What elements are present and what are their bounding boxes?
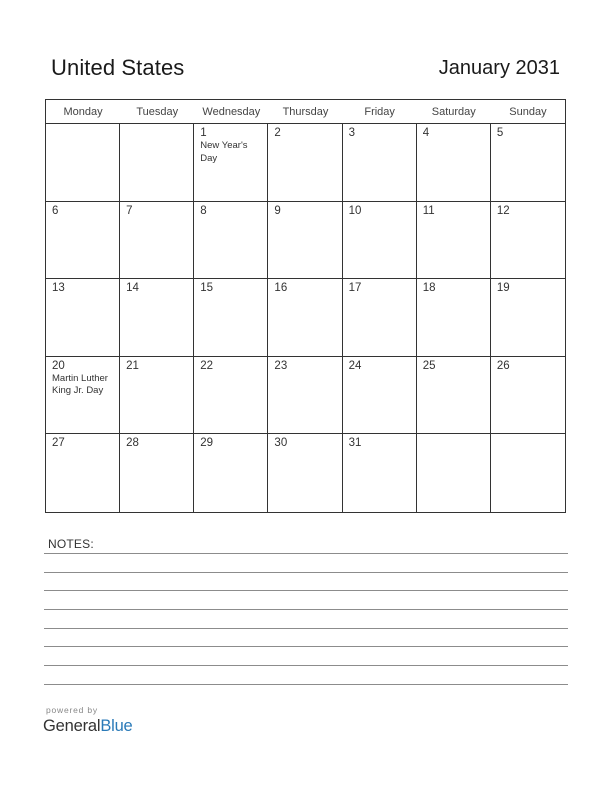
calendar-day-cell[interactable] <box>268 434 342 512</box>
calendar-day-cell[interactable] <box>491 202 565 279</box>
day-number: 24 <box>348 359 362 372</box>
calendar-day-cell[interactable] <box>120 357 194 434</box>
calendar-empty-cell[interactable] <box>491 434 565 512</box>
calendar-day-cell[interactable] <box>120 434 194 512</box>
calendar-day-cell[interactable] <box>491 357 565 434</box>
calendar-month-year: January 2031 <box>438 57 560 79</box>
calendar-day-cell[interactable] <box>417 124 491 201</box>
day-number: 4 <box>422 127 430 139</box>
calendar-week-row <box>46 202 565 280</box>
day-number: 14 <box>126 282 139 295</box>
calendar-day-cell[interactable] <box>417 279 491 356</box>
day-number: 13 <box>52 282 65 295</box>
calendar-day-cell[interactable] <box>343 202 417 279</box>
weekday-label: Tuesday <box>136 106 179 118</box>
note-line <box>44 572 568 573</box>
calendar-week-row <box>46 357 565 435</box>
calendar-day-cell[interactable] <box>491 124 565 201</box>
calendar-country-title: United States <box>51 55 185 80</box>
day-number: 10 <box>348 204 362 217</box>
weekday-label: Saturday <box>431 106 476 118</box>
day-number: 17 <box>348 282 362 295</box>
day-number: 8 <box>200 204 207 217</box>
calendar-week-row <box>46 279 565 357</box>
calendar-day-cell[interactable] <box>268 279 342 356</box>
note-line <box>44 628 568 629</box>
day-number: 15 <box>200 282 214 295</box>
day-number: 2 <box>274 127 281 139</box>
calendar-day-cell[interactable] <box>46 202 120 279</box>
calendar-day-cell[interactable] <box>268 202 342 279</box>
note-line <box>44 646 568 647</box>
calendar-day-cell[interactable] <box>194 434 268 512</box>
day-number: 21 <box>126 359 139 372</box>
calendar-week-row <box>46 434 565 512</box>
calendar-day-cell[interactable] <box>343 357 417 434</box>
calendar-day-cell[interactable] <box>417 202 491 279</box>
day-number: 29 <box>200 437 214 450</box>
calendar-day-cell[interactable] <box>343 279 417 356</box>
calendar-empty-cell[interactable] <box>46 124 120 201</box>
weekday-header-row <box>46 100 565 124</box>
powered-by-text: powered by <box>46 705 98 715</box>
calendar-week-row <box>46 124 565 202</box>
weekday-label: Wednesday <box>202 106 261 118</box>
calendar-day-cell[interactable] <box>194 357 268 434</box>
brand-blue: Blue <box>100 717 133 735</box>
day-number: 9 <box>274 204 281 217</box>
holiday-label: New Year's Day <box>200 140 248 164</box>
day-number: 25 <box>422 359 436 372</box>
calendar-empty-cell[interactable] <box>120 124 194 201</box>
day-number: 28 <box>126 437 139 450</box>
notes-label: NOTES: <box>48 537 94 551</box>
day-number: 6 <box>52 204 59 217</box>
day-number: 18 <box>422 282 436 295</box>
calendar-day-cell[interactable] <box>343 124 417 201</box>
weekday-label: Sunday <box>509 106 547 118</box>
note-line <box>44 684 568 685</box>
brand-general: General <box>43 717 101 735</box>
calendar-grid <box>45 99 566 513</box>
day-number: 27 <box>52 437 65 450</box>
day-number: 5 <box>496 127 504 139</box>
note-line <box>44 553 568 554</box>
day-number: 3 <box>348 127 355 139</box>
calendar-day-cell[interactable] <box>120 202 194 279</box>
weekday-label: Friday <box>364 106 395 118</box>
calendar-day-cell[interactable] <box>194 279 268 356</box>
note-line <box>44 590 568 591</box>
day-number: 30 <box>274 437 288 450</box>
weekday-label: Monday <box>63 106 103 118</box>
note-line <box>44 665 568 666</box>
day-number: 23 <box>274 359 288 372</box>
calendar-day-cell[interactable] <box>491 279 565 356</box>
calendar-day-cell[interactable] <box>343 434 417 512</box>
day-number: 31 <box>348 437 362 450</box>
calendar-day-cell[interactable] <box>46 279 120 356</box>
note-line <box>44 609 568 610</box>
day-number: 19 <box>496 282 510 295</box>
day-number: 1 <box>200 127 207 139</box>
day-number: 7 <box>126 204 133 217</box>
calendar-day-cell[interactable] <box>194 124 268 201</box>
day-number: 16 <box>274 282 288 295</box>
calendar-day-cell[interactable] <box>268 357 342 434</box>
calendar-day-cell[interactable] <box>120 279 194 356</box>
holiday-label: Martin Luther King Jr. Day <box>52 372 108 397</box>
calendar-day-cell[interactable] <box>46 357 120 434</box>
day-number: 12 <box>496 204 510 217</box>
calendar-day-cell[interactable] <box>194 202 268 279</box>
day-number: 26 <box>496 359 510 372</box>
calendar-empty-cell[interactable] <box>417 434 491 512</box>
calendar-day-cell[interactable] <box>46 434 120 512</box>
brand-logo[interactable] <box>43 717 133 736</box>
weekday-label: Thursday <box>282 106 329 118</box>
calendar-day-cell[interactable] <box>268 124 342 201</box>
calendar-day-cell[interactable] <box>417 357 491 434</box>
day-number: 20 <box>52 359 65 372</box>
day-number: 11 <box>422 204 435 217</box>
day-number: 22 <box>200 359 214 372</box>
